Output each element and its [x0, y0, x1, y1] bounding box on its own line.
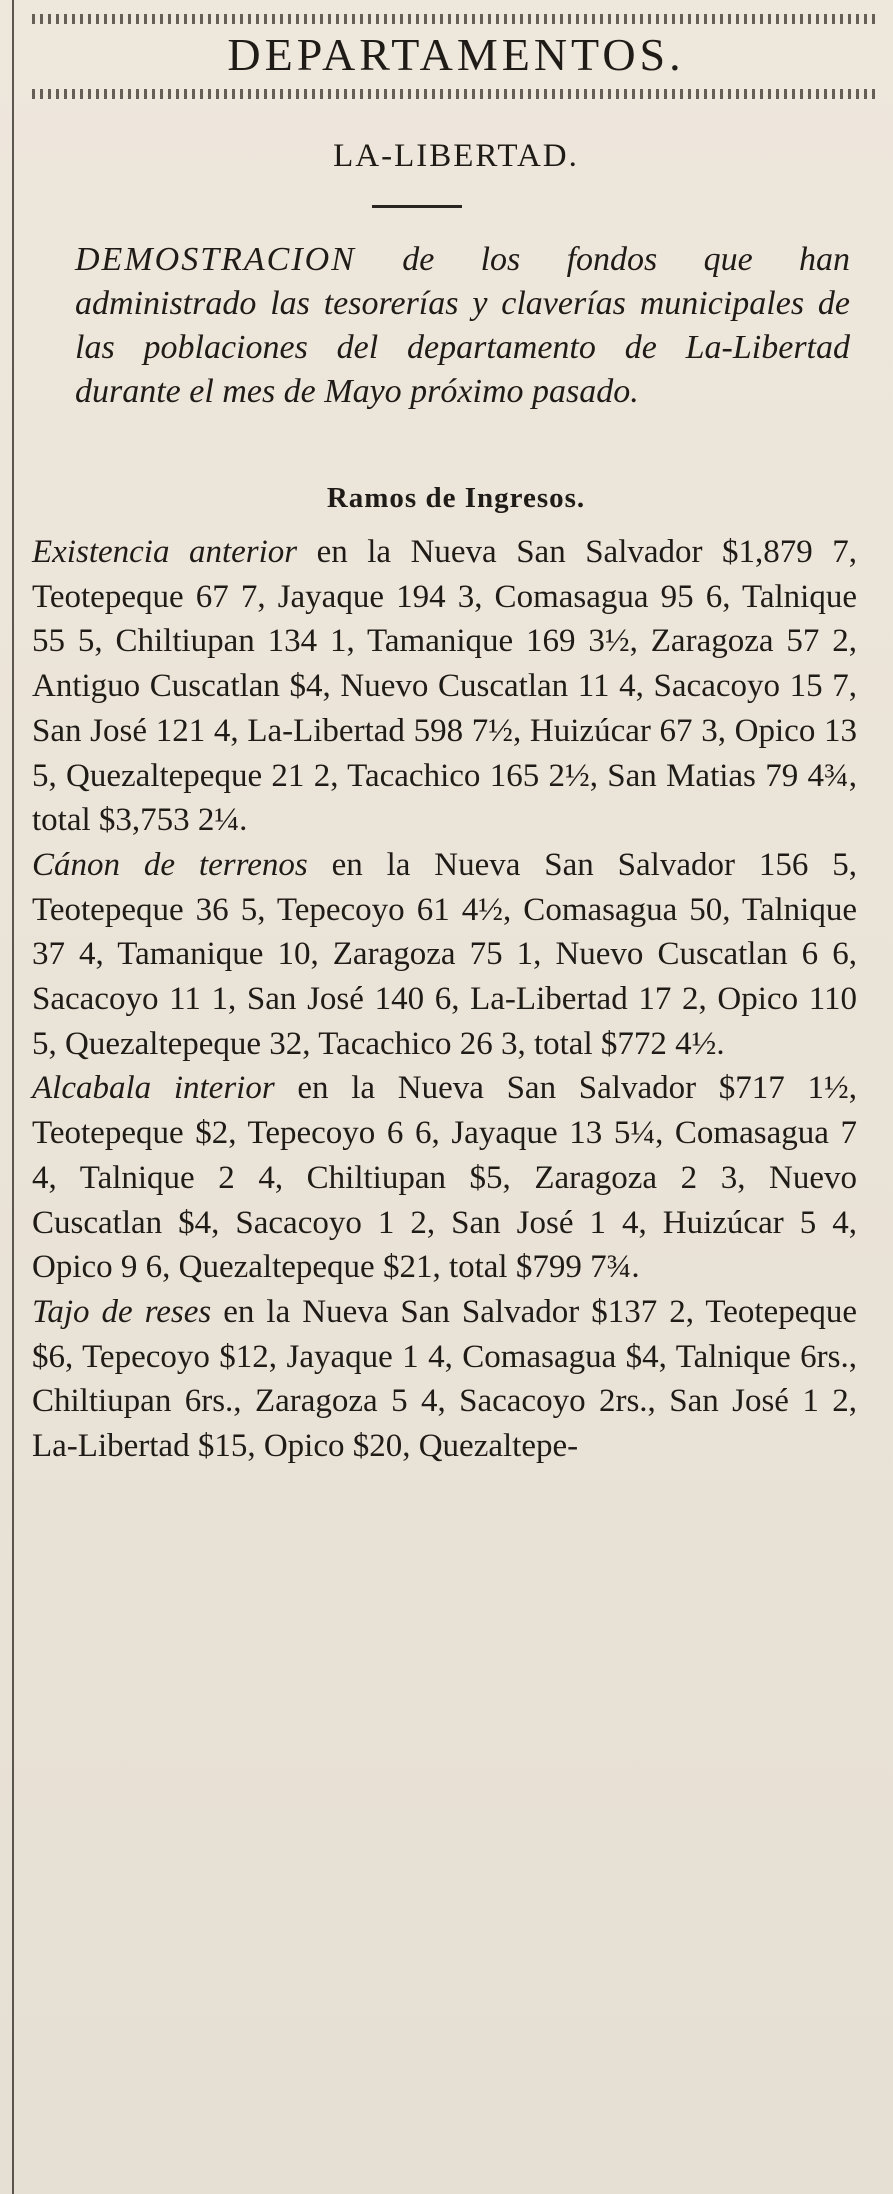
intro-lead: DEMOSTRACION — [75, 241, 356, 278]
section-divider — [372, 205, 462, 208]
paragraph-lead: Existencia anterior — [32, 534, 298, 570]
paragraph-lead: Alcabala interior — [32, 1070, 275, 1107]
paragraph-text: en la Nueva San Salvador 156 5, Teotepeque 36 5, Tepecoyo 61 4½, Comasagua 50, Talnique 37 4, Tamanique 10, Zaragoza 75 1, Nuevo Cuscatlan 6 6, Sacacoyo 11 1, San José 140 6, La-Libertad 17 2, Opico 110 5, Quezaltepeque 32, Tacachico 26 3, total $772 4½. — [32, 846, 857, 1062]
paragraph-canon — [32, 843, 857, 1067]
ramos-title: Ramos de Ingresos. — [326, 482, 586, 514]
department-title: LA-LIBERTAD. — [333, 138, 579, 174]
paragraph-lead: Tajo de reses — [32, 1293, 212, 1330]
title-ornamental-rule — [32, 89, 880, 99]
intro-paragraph — [75, 238, 850, 414]
paragraph-alcabala — [32, 1066, 857, 1290]
article-body — [32, 530, 857, 1469]
paragraph-text: en la Nueva San Salvador $717 1½, Teotepeque $2, Tepecoyo 6 6, Jayaque 13 5¼, Comasagua 7 4, Talnique 2 4, Chiltiupan $5, Zaragoza 2 3, Nuevo Cuscatlan $4, Sacacoyo 1 2, San José 1 4, Huizúcar 5 4, Opico 9 6, Quezaltepeque $21, total $799 7¾. — [32, 1070, 857, 1286]
page-title: DEPARTAMENTOS. — [227, 29, 685, 80]
paragraph-lead: Cánon de terrenos — [32, 846, 308, 883]
column-rule — [12, 0, 14, 2194]
top-ornamental-rule — [32, 14, 880, 24]
intro-text: de los fondos que han administrado las tesorerías y claverías municipales de las poblaciones del departamento de La-Libertad durante el mes de Mayo próximo pasado. — [75, 241, 850, 410]
paragraph-text: en la Nueva San Salvador $137 2, Teotepeque $6, Tepecoyo $12, Jayaque 1 4, Comasagua $4, Talnique 6rs., Chiltiupan 6rs., Zaragoza 5 4, Sacacoyo 2rs., San José 1 2, La-Libertad $15, Opico $20, Quezaltepe- — [32, 1293, 857, 1465]
paragraph-tajo — [32, 1290, 857, 1469]
paragraph-text: en la Nueva San Salvador $1,879 7, Teotepeque 67 7, Jayaque 194 3, Comasagua 95 6, Talnique 55 5, Chiltiupan 134 1, Tamanique 169 3½, Zaragoza 57 2, Antiguo Cuscatlan $4, Nuevo Cuscatlan 11 4, Sacacoyo 15 7, San José 121 4, La-Libertad 598 7½, Huizúcar 67 3, Opico 13 5, Quezaltepeque 21 2, Tacachico 165 2½, San Matias 79 4¾, total $3,753 2¼. — [32, 534, 857, 839]
paragraph-existencia — [32, 530, 857, 843]
